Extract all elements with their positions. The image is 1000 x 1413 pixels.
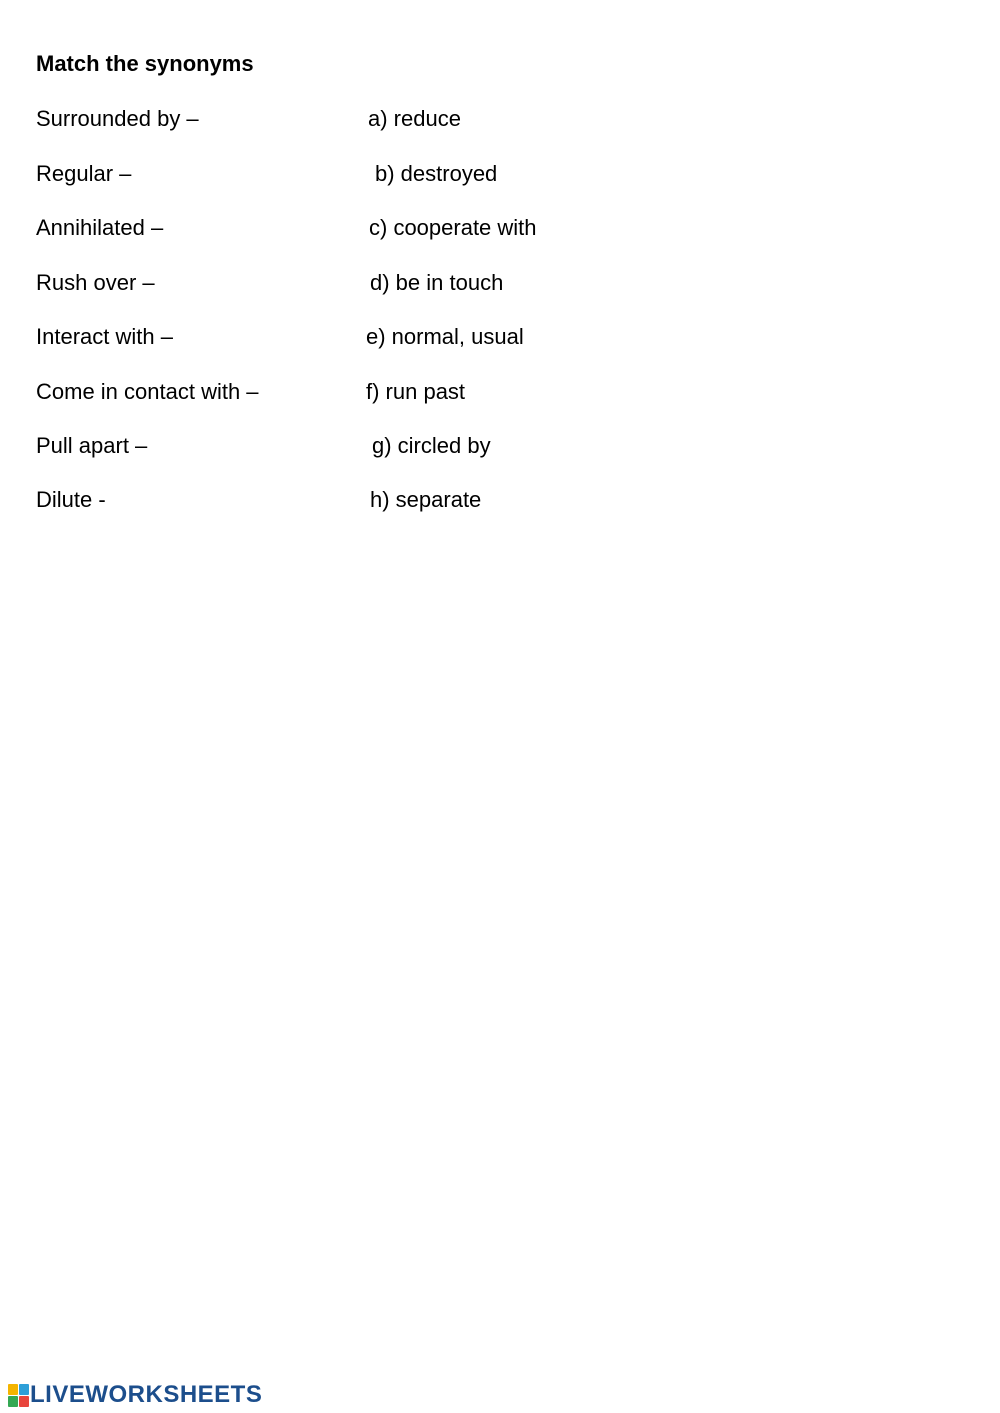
term-text: Come in contact with – (36, 379, 259, 404)
match-row-3 (0, 213, 1000, 243)
term-text: Regular – (36, 161, 132, 186)
footer-brand (8, 1381, 262, 1409)
option-text: c) cooperate with (369, 215, 537, 240)
liveworksheets-logo-icon (8, 1384, 28, 1406)
worksheet-title: Match the synonyms (36, 51, 254, 76)
option-text: d) be in touch (370, 270, 504, 295)
logo-square-bl (8, 1396, 18, 1407)
option-text: g) circled by (372, 433, 491, 458)
match-row-1 (0, 104, 1000, 134)
option-text: b) destroyed (375, 161, 498, 186)
match-row-4 (0, 268, 1000, 298)
term-text: Surrounded by – (36, 106, 199, 131)
logo-square-br (19, 1396, 29, 1407)
option-text: e) normal, usual (366, 324, 524, 349)
match-row-5 (0, 322, 1000, 352)
brand-text: LIVEWORKSHEETS (30, 1381, 263, 1408)
term-text: Annihilated – (36, 215, 164, 240)
option-text: f) run past (366, 379, 466, 404)
match-row-7 (0, 431, 1000, 461)
term-text: Dilute - (36, 487, 106, 512)
option-text: h) separate (370, 487, 482, 512)
match-row-2 (0, 159, 1000, 189)
match-row-8 (0, 485, 1000, 515)
term-text: Rush over – (36, 270, 155, 295)
term-text: Pull apart – (36, 433, 148, 458)
logo-square-tr (19, 1384, 29, 1395)
option-text: a) reduce (368, 106, 461, 131)
match-row-6 (0, 377, 1000, 407)
term-text: Interact with – (36, 324, 173, 349)
logo-square-tl (8, 1384, 18, 1395)
